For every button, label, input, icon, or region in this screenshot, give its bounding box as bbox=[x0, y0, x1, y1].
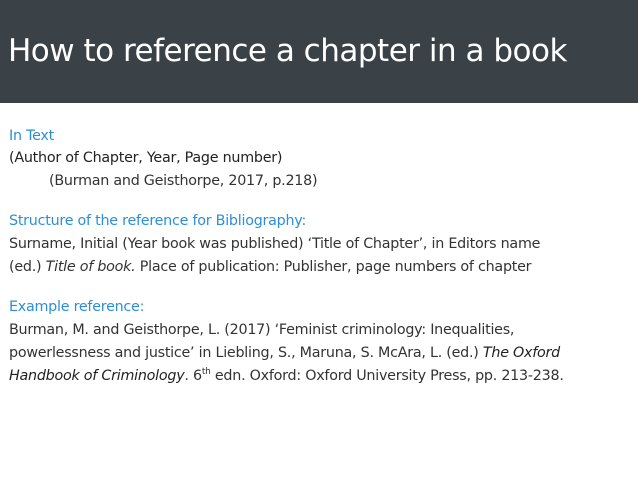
in-text-format: (Author of Chapter, Year, Page number) bbox=[9, 150, 283, 166]
example-line-2-start: powerlessness and justice’ in Liebling, S., Maruna, S. McAra, L. (ed.) bbox=[9, 345, 483, 361]
in-text-example: (Burman and Geisthorpe, 2017, p.218) bbox=[49, 173, 318, 189]
in-text-heading: In Text bbox=[9, 128, 54, 144]
publisher-text: edn. Oxford: Oxford University Press, pp. 213-238. bbox=[210, 368, 564, 384]
example-heading: Example reference: bbox=[9, 299, 145, 315]
structure-line-2-end: Place of publication: Publisher, page numbers of chapter bbox=[135, 259, 532, 275]
example-book-title-start: The Oxford bbox=[482, 345, 560, 361]
example-line-1: Burman, M. and Geisthorpe, L. (2017) ‘Feminist criminology: Inequalities, bbox=[9, 322, 515, 338]
example-line-3 bbox=[9, 368, 564, 384]
example-book-title-end: Handbook of Criminology bbox=[9, 368, 185, 384]
title-bar bbox=[0, 0, 638, 103]
edition-number: . 6 bbox=[184, 368, 202, 384]
structure-line-1: Surname, Initial (Year book was published) ‘Title of Chapter’, in Editors name bbox=[9, 236, 541, 252]
edition-suffix: th bbox=[201, 367, 211, 378]
structure-line-2 bbox=[9, 259, 531, 275]
slide-title: How to reference a chapter in a book bbox=[8, 33, 567, 69]
structure-heading: Structure of the reference for Bibliography: bbox=[9, 213, 307, 229]
title-of-book-text: Title of book. bbox=[45, 259, 136, 275]
structure-line-2-start: (ed.) bbox=[9, 259, 46, 275]
example-line-2 bbox=[9, 345, 560, 361]
